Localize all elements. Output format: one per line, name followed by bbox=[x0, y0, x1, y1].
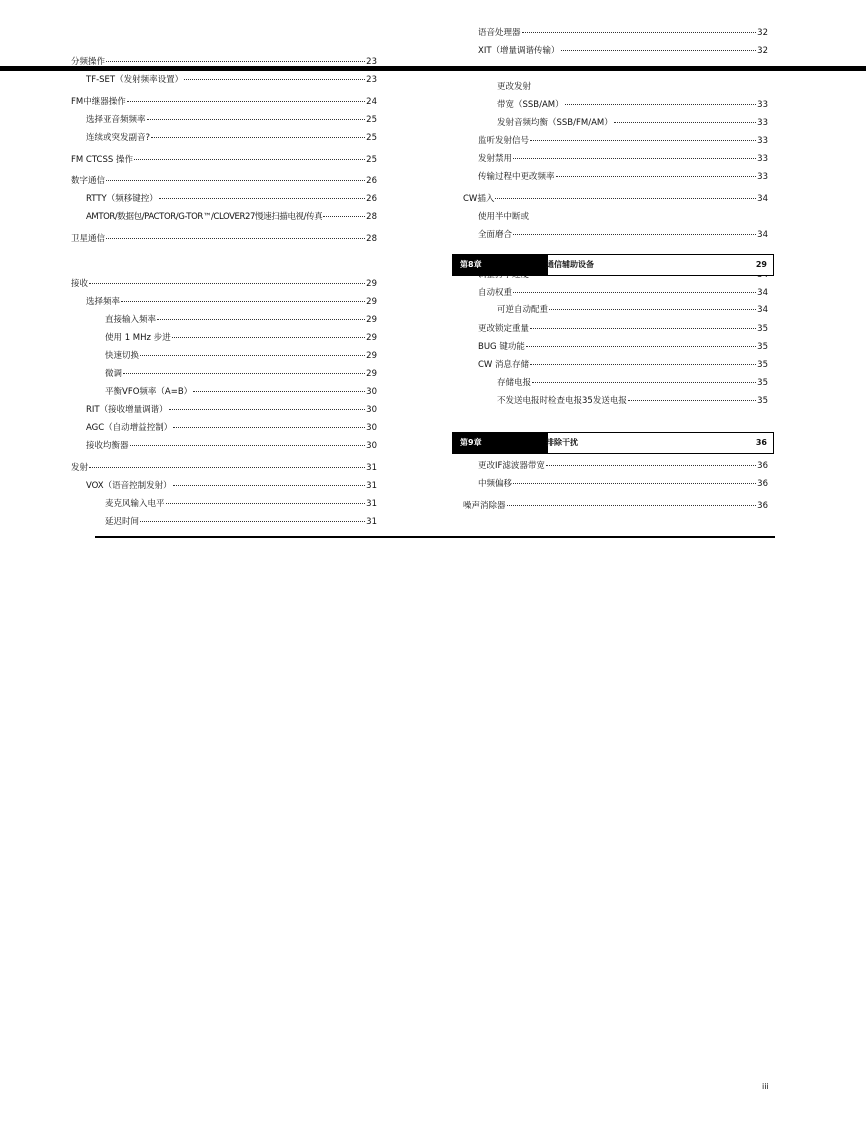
toc-entry[interactable]: 发射禁用 33 bbox=[478, 154, 768, 164]
toc-entry[interactable]: 使用 1 MHz 步进 29 bbox=[105, 333, 377, 343]
toc-entry[interactable]: XIT（增量调谐传输） 32 bbox=[478, 46, 768, 56]
toc-entry[interactable]: 更改IF滤波器带宽 36 bbox=[478, 461, 768, 471]
toc-entry[interactable]: 快速切换 29 bbox=[105, 351, 377, 361]
toc-entry[interactable]: 接收 29 bbox=[71, 279, 377, 289]
toc-entry[interactable]: 麦克风输入电平 31 bbox=[105, 499, 377, 509]
chapter-page: 29 bbox=[755, 260, 767, 269]
toc-entry[interactable]: 监听发射信号 33 bbox=[478, 136, 768, 146]
toc-entry[interactable]: 传输过程中更改频率 33 bbox=[478, 172, 768, 182]
toc-entry[interactable]: RTTY（频移键控） 26 bbox=[86, 194, 377, 204]
toc-entry[interactable]: VOX（语音控制发射） 31 bbox=[86, 481, 377, 491]
chapter-title: 通信辅助设备 bbox=[546, 260, 594, 269]
toc-entry[interactable]: 更改发射 bbox=[497, 82, 532, 92]
toc-entry[interactable]: AGC（自动增益控制） 30 bbox=[86, 423, 377, 433]
toc-entry[interactable]: 延迟时间 31 bbox=[105, 517, 377, 527]
page-number: iii bbox=[762, 1082, 769, 1091]
chapter-banner[interactable] bbox=[452, 254, 774, 276]
toc-entry[interactable]: 自动权重 34 bbox=[478, 288, 768, 298]
chapter-page: 36 bbox=[755, 438, 767, 447]
toc-entry[interactable]: 发射音频均衡（SSB/FM/AM） 33 bbox=[497, 118, 768, 128]
chapter-label: 第8章 bbox=[453, 255, 548, 275]
toc-entry[interactable]: 平衡VFO频率（A=B） 30 bbox=[105, 387, 377, 397]
toc-entry[interactable]: 语音处理器 32 bbox=[478, 28, 768, 38]
toc-entry[interactable]: 噪声消除器 36 bbox=[463, 501, 768, 511]
toc-entry[interactable]: 数字通信 26 bbox=[71, 176, 377, 186]
toc-entry[interactable]: 可逆自动配重 34 bbox=[497, 305, 768, 315]
toc-entry[interactable]: 更改锁定重量 35 bbox=[478, 324, 768, 334]
toc-entry[interactable]: TF-SET（发射频率设置） 23 bbox=[86, 75, 377, 85]
chapter-title: 排除干扰 bbox=[546, 438, 578, 447]
chapter-banner[interactable] bbox=[452, 432, 774, 454]
bottom-rule bbox=[95, 536, 775, 538]
toc-entry[interactable]: 使用半中断或 bbox=[478, 212, 530, 222]
toc-entry[interactable]: 选择亚音频频率 25 bbox=[86, 115, 377, 125]
toc-entry[interactable]: 卫星通信 28 bbox=[71, 234, 377, 244]
chapter-label: 第9章 bbox=[453, 433, 548, 453]
toc-entry[interactable]: 分频操作 23 bbox=[71, 57, 377, 67]
toc-entry[interactable]: CW 消息存储 35 bbox=[478, 360, 768, 370]
toc-entry[interactable]: RIT（接收增量调谐） 30 bbox=[86, 405, 377, 415]
toc-entry[interactable]: 存储电报 35 bbox=[497, 378, 768, 388]
toc-entry[interactable]: 带宽（SSB/AM） 33 bbox=[497, 100, 768, 110]
toc-entry[interactable]: 直接输入频率 29 bbox=[105, 315, 377, 325]
toc-entry[interactable]: BUG 键功能 35 bbox=[478, 342, 768, 352]
toc-entry[interactable]: 接收均衡器 30 bbox=[86, 441, 377, 451]
toc-entry[interactable]: 不发送电报时检查电报35发送电报 35 bbox=[497, 396, 768, 406]
toc-entry[interactable]: 中频偏移 36 bbox=[478, 479, 768, 489]
toc-entry[interactable]: 全面磨合 34 bbox=[478, 230, 768, 240]
toc-entry[interactable]: 发射 31 bbox=[71, 463, 377, 473]
toc-entry[interactable]: 选择频率 29 bbox=[86, 297, 377, 307]
toc-entry[interactable]: AMTOR/数据包/PACTOR/G-TOR™/CLOVER27慢速扫描电视/传真 28 bbox=[86, 212, 377, 222]
toc-entry[interactable]: 连续或突发副音? 25 bbox=[86, 133, 377, 143]
toc-entry[interactable]: 微调 29 bbox=[105, 369, 377, 379]
toc-entry[interactable]: CW插入 34 bbox=[463, 194, 768, 204]
toc-entry[interactable]: FM中继器操作 24 bbox=[71, 97, 377, 107]
toc-entry[interactable]: FM CTCSS 操作 25 bbox=[71, 155, 377, 165]
